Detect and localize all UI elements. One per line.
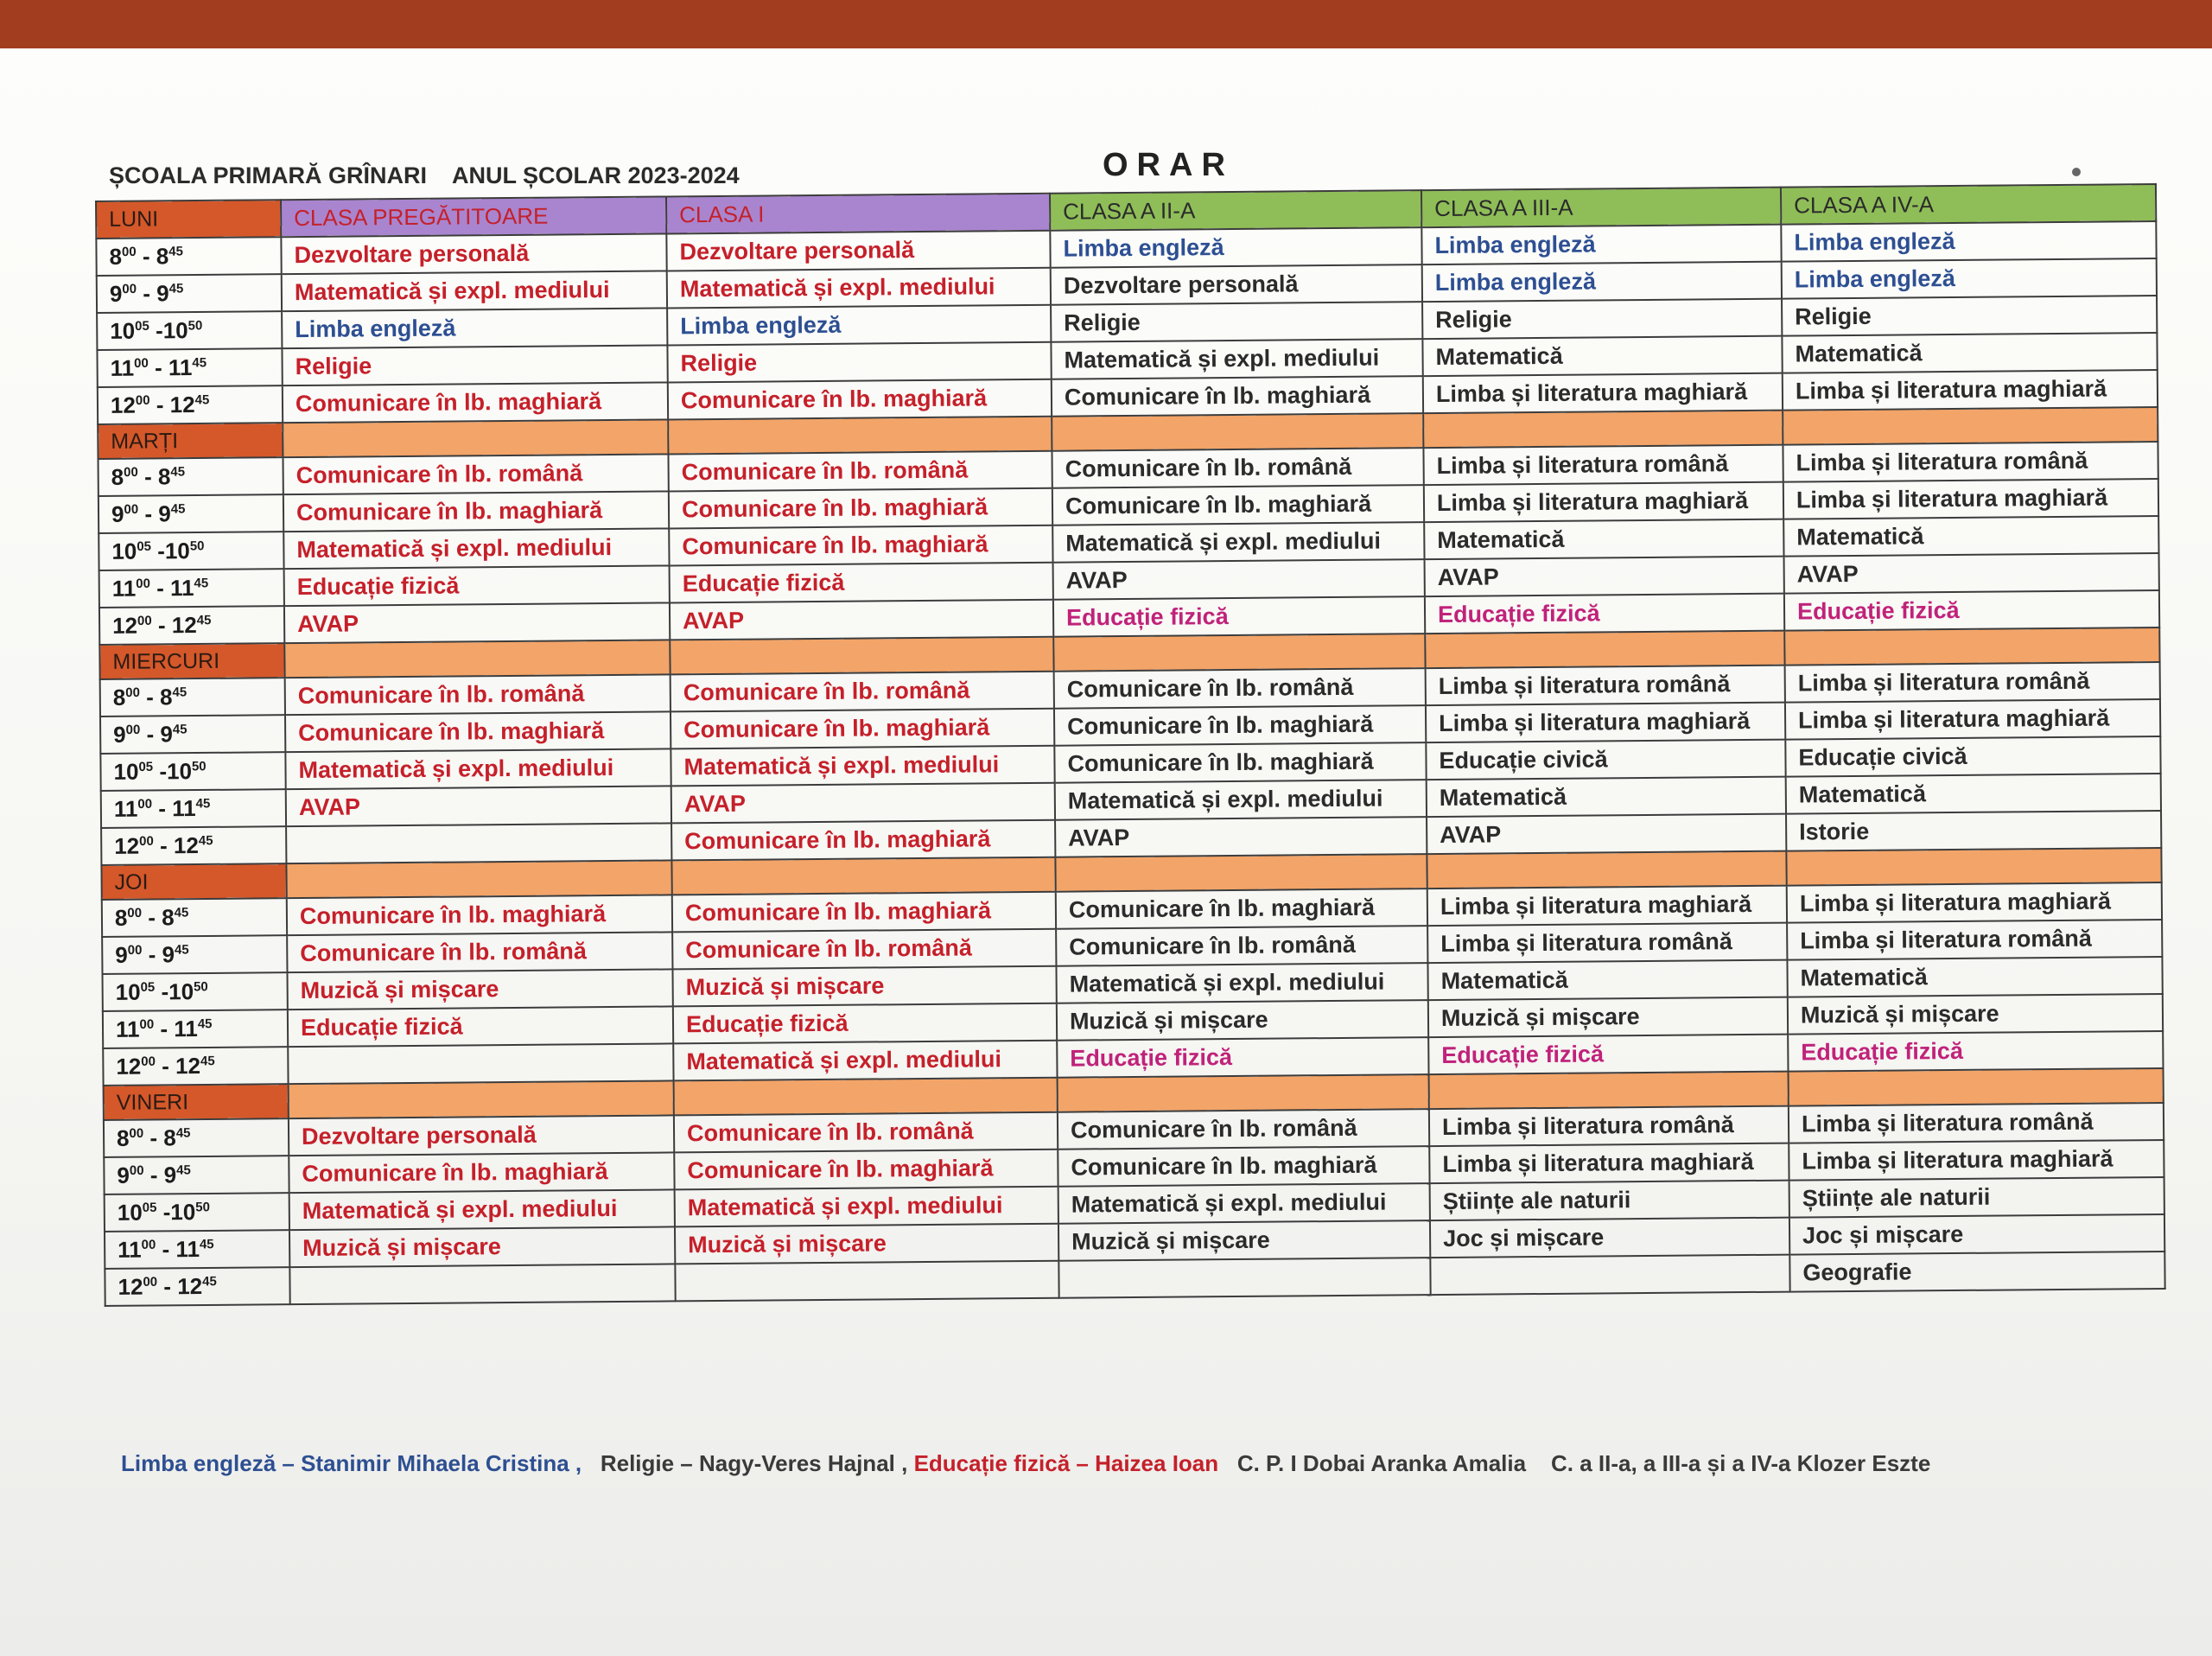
time-minutes: 00 xyxy=(141,1237,156,1252)
lesson-cell: Științe ale naturii xyxy=(1789,1177,2164,1218)
time-minutes: 45 xyxy=(196,613,212,628)
lesson-cell: Limba engleză xyxy=(282,308,667,348)
lesson-cell: Limba și literatura română xyxy=(1787,920,2162,960)
time-hour: 12 xyxy=(110,392,137,418)
lesson-cell: Limba și literatura maghiară xyxy=(1424,482,1783,522)
lesson-cell: Limba și literatura română xyxy=(1426,666,1785,705)
lesson-cell: Comunicare în lb. maghiară xyxy=(672,892,1056,933)
lesson-cell: Matematică și expl. mediului xyxy=(1058,1183,1430,1224)
time-hour: 12 xyxy=(177,1273,203,1300)
lesson-cell: Matematică și expl. mediului xyxy=(283,528,669,569)
day-band-cell xyxy=(1429,1072,1789,1109)
lesson-cell: Religie xyxy=(667,342,1051,383)
lesson-cell: Matematică xyxy=(1422,336,1782,376)
lesson-cell: Educație fizică xyxy=(284,565,670,606)
time-minutes: 45 xyxy=(199,1237,214,1252)
lesson-cell: Limba și literatura maghiară xyxy=(1426,703,1785,742)
time-hour: 10 xyxy=(110,317,136,344)
lesson-cell: Matematică xyxy=(1424,519,1783,559)
lesson-cell: AVAP xyxy=(1053,559,1425,600)
lesson-cell: Comunicare în lb. maghiară xyxy=(669,488,1052,529)
time-hour: 8 xyxy=(162,904,175,931)
day-name: MIERCURI xyxy=(99,643,284,679)
lesson-cell: Dezvoltare personală xyxy=(289,1115,674,1156)
time-minutes: 50 xyxy=(189,538,205,554)
time-hour: 10 xyxy=(113,758,139,785)
day-name: MARȚI xyxy=(98,423,283,459)
time-minutes: 45 xyxy=(194,392,210,408)
lesson-cell: Limba și literatura română xyxy=(1783,442,2158,482)
lesson-cell: Limba și literatura maghiară xyxy=(1783,479,2158,519)
lesson-cell: Joc și mișcare xyxy=(1789,1214,2164,1255)
lesson-cell: Matematică xyxy=(1427,777,1786,817)
time-hour: 9 xyxy=(158,500,171,527)
lesson-cell: Limba engleză xyxy=(1050,227,1421,268)
time-slot: $10^{05}$ $-10^{50}$ xyxy=(99,532,283,570)
time-minutes: 45 xyxy=(195,796,211,812)
time-minutes: 45 xyxy=(172,722,188,737)
time-minutes: 50 xyxy=(195,1200,210,1215)
paper-mark xyxy=(2072,168,2081,176)
time-slot: $9^{00} - 9^{45}$ xyxy=(102,935,287,974)
time-hour: 12 xyxy=(173,832,200,859)
lesson-cell: Istorie xyxy=(1786,811,2161,851)
time-hour: 12 xyxy=(116,1053,142,1080)
day-band-cell xyxy=(1053,634,1425,672)
time-hour: 9 xyxy=(160,721,174,748)
day-band-cell xyxy=(289,1080,674,1118)
time-hour: 9 xyxy=(117,1162,130,1188)
day-band-cell xyxy=(1783,407,2158,445)
time-hour: 10 xyxy=(168,978,194,1005)
lesson-cell: Limba engleză xyxy=(667,305,1051,346)
day-band-cell xyxy=(1786,848,2161,886)
time-minutes: 00 xyxy=(125,722,141,738)
lesson-cell: Muzică și mișcare xyxy=(672,966,1056,1007)
lesson-cell: Limba și literatura română xyxy=(1429,1106,1789,1146)
lesson-cell xyxy=(289,1264,675,1304)
time-minutes: 45 xyxy=(198,833,213,849)
time-slot: $10^{05}$ $-10^{50}$ xyxy=(102,972,287,1011)
time-hour: 8 xyxy=(112,684,126,710)
lesson-cell: AVAP xyxy=(1427,814,1786,854)
lesson-cell: Limba și literatura maghiară xyxy=(1785,699,2160,740)
time-hour: 8 xyxy=(157,463,171,490)
day-band-cell xyxy=(1423,411,1783,448)
lesson-cell: Comunicare în lb. română xyxy=(1052,448,1423,488)
time-minutes: 05 xyxy=(138,759,154,774)
time-slot: $8^{00} - 8^{45}$ xyxy=(102,898,287,937)
day-band-cell xyxy=(1784,627,2159,666)
time-minutes: 05 xyxy=(135,318,149,334)
lesson-cell: Muzică și mișcare xyxy=(675,1224,1058,1264)
lesson-cell xyxy=(675,1261,1058,1302)
time-minutes: 45 xyxy=(168,281,184,296)
time-hour: 11 xyxy=(169,575,194,602)
lesson-cell: Comunicare în lb. maghiară xyxy=(671,820,1055,861)
lesson-cell: Limba și literatura română xyxy=(1785,662,2160,703)
day-name: LUNI xyxy=(96,200,281,239)
lesson-cell: Educație fizică xyxy=(1788,1031,2163,1072)
time-minutes: 00 xyxy=(139,833,154,849)
page-title: ORAR xyxy=(1103,147,1234,183)
class-header: CLASA I xyxy=(666,194,1050,234)
lesson-cell: Educație fizică xyxy=(670,563,1053,603)
time-minutes: 00 xyxy=(134,355,149,371)
timetable-wrapper xyxy=(95,183,2164,1307)
time-hour: 10 xyxy=(164,538,190,564)
lesson-cell: Geografie xyxy=(1789,1252,2164,1292)
day-band-cell xyxy=(674,1078,1058,1116)
lesson-cell: AVAP xyxy=(1784,553,2159,594)
lesson-cell xyxy=(1058,1258,1430,1298)
time-minutes: 05 xyxy=(142,1200,157,1215)
day-band-cell xyxy=(668,417,1052,455)
lesson-cell: Limba și literatura maghiară xyxy=(1423,373,1783,413)
time-minutes: 50 xyxy=(193,979,208,995)
lesson-cell: Muzică și mișcare xyxy=(1788,994,2163,1035)
desk-background xyxy=(0,0,2212,52)
time-minutes: 45 xyxy=(200,1054,215,1069)
time-minutes: 00 xyxy=(139,1016,155,1032)
time-minutes: 45 xyxy=(174,905,189,920)
day-band-cell xyxy=(1789,1068,2164,1106)
lesson-cell: Educație fizică xyxy=(1053,596,1425,637)
time-minutes: 45 xyxy=(170,501,186,517)
lesson-cell: Educație fizică xyxy=(1428,1035,1788,1074)
lesson-cell: Comunicare în lb. română xyxy=(671,672,1054,712)
lesson-cell: AVAP xyxy=(1055,817,1427,857)
lesson-cell: Comunicare în lb. maghiară xyxy=(1054,705,1426,746)
lesson-cell: AVAP xyxy=(671,783,1055,824)
time-minutes: 05 xyxy=(140,979,156,995)
lesson-cell: Comunicare în lb. maghiară xyxy=(1052,485,1424,525)
lesson-cell: Matematică și expl. mediului xyxy=(1056,963,1427,1003)
lesson-cell: Limba engleză xyxy=(1782,258,2157,299)
time-hour: 9 xyxy=(115,941,128,968)
lesson-cell: Matematică și expl. mediului xyxy=(671,746,1054,787)
lesson-cell: Comunicare în lb. română xyxy=(668,451,1052,492)
time-minutes: 45 xyxy=(192,355,207,371)
time-hour: 8 xyxy=(114,904,128,931)
time-minutes: 00 xyxy=(143,1274,158,1290)
lesson-cell: Comunicare în lb. română xyxy=(287,932,672,972)
time-hour: 8 xyxy=(159,684,173,710)
lesson-cell: Limba și literatura maghiară xyxy=(1429,1143,1789,1183)
time-minutes: 45 xyxy=(197,1016,213,1032)
school-name: ȘCOALA PRIMARĂ GRÎNARI xyxy=(109,162,427,188)
lesson-cell: Matematică și expl. mediului xyxy=(1051,339,1422,379)
lesson-cell: Limba și literatura română xyxy=(1789,1103,2164,1143)
time-minutes: 00 xyxy=(135,392,150,408)
lesson-cell: AVAP xyxy=(284,602,670,643)
time-hour: 8 xyxy=(116,1124,130,1151)
footer-cp-teacher: C. P. I Dobai Aranka Amalia xyxy=(1236,1450,1527,1476)
day-band-cell xyxy=(283,419,668,457)
day-band-cell xyxy=(284,640,670,678)
time-hour: 9 xyxy=(156,280,169,307)
lesson-cell: Comunicare în lb. română xyxy=(1056,926,1427,966)
lesson-cell: Muzică și mișcare xyxy=(289,1226,675,1267)
time-hour: 10 xyxy=(166,758,193,785)
time-hour: 12 xyxy=(171,612,197,639)
lesson-cell: Matematică și expl. mediului xyxy=(285,748,671,789)
time-slot: $8^{00} - 8^{45}$ xyxy=(104,1118,289,1157)
lesson-cell: Comunicare în lb. maghiară xyxy=(1058,1146,1429,1187)
footer-religion-teacher: Religie – Nagy-Veres Hajnal , xyxy=(600,1450,908,1476)
lesson-cell: Matematică și expl. mediului xyxy=(673,1041,1057,1081)
lesson-cell: Comunicare în lb. maghiară xyxy=(1052,376,1423,417)
time-minutes: 00 xyxy=(129,1125,144,1142)
time-hour: 10 xyxy=(162,317,188,344)
lesson-cell: Educație fizică xyxy=(673,1003,1057,1044)
time-hour: 9 xyxy=(109,280,123,307)
lesson-cell: Dezvoltare personală xyxy=(281,233,666,274)
lesson-cell: Comunicare în lb. maghiară xyxy=(669,525,1052,566)
time-minutes: 05 xyxy=(137,538,152,554)
time-slot: $8^{00} - 8^{45}$ xyxy=(99,457,283,496)
lesson-cell: Comunicare în lb. română xyxy=(674,1112,1058,1153)
timetable xyxy=(95,183,2166,1307)
time-hour: 12 xyxy=(169,392,195,418)
lesson-cell: Matematică xyxy=(1782,333,2157,373)
lesson-cell: Limba engleză xyxy=(1422,262,1782,302)
time-slot: $11^{00} - 11^{45}$ xyxy=(101,789,286,828)
day-band-cell xyxy=(1058,1074,1429,1112)
lesson-cell: Joc și mișcare xyxy=(1430,1218,1789,1258)
lesson-cell xyxy=(1430,1255,1789,1295)
time-hour: 9 xyxy=(111,500,124,527)
lesson-cell: Comunicare în lb. maghiară xyxy=(283,491,669,532)
time-hour: 9 xyxy=(163,1162,177,1188)
time-minutes: 00 xyxy=(137,796,153,812)
time-minutes: 45 xyxy=(175,1125,191,1141)
time-minutes: 00 xyxy=(137,613,152,628)
lesson-cell: Muzică și mișcare xyxy=(1428,997,1788,1037)
time-hour: 8 xyxy=(111,463,124,490)
time-hour: 10 xyxy=(170,1199,196,1226)
teachers-footer xyxy=(121,1450,1930,1477)
day-band-cell xyxy=(670,637,1053,675)
lesson-cell: Matematică și expl. mediului xyxy=(675,1187,1058,1227)
lesson-cell: Educație civică xyxy=(1426,740,1785,780)
time-hour: 11 xyxy=(118,1236,142,1263)
lesson-cell: Matematică și expl. mediului xyxy=(1052,522,1424,563)
day-band-cell xyxy=(671,857,1055,895)
lesson-cell: AVAP xyxy=(670,600,1053,640)
timetable-body xyxy=(96,184,2165,1306)
time-minutes: 45 xyxy=(170,464,186,480)
time-hour: 12 xyxy=(118,1273,143,1300)
time-slot: $11^{00} - 11^{45}$ xyxy=(105,1230,289,1269)
time-slot: $9^{00} - 9^{45}$ xyxy=(100,715,285,754)
lesson-cell: Comunicare în lb. română xyxy=(672,929,1056,970)
footer-pe-teacher: Educație fizică – Haizea Ioan xyxy=(913,1450,1219,1476)
lesson-cell: Limba engleză xyxy=(1781,221,2156,262)
time-minutes: 00 xyxy=(127,905,143,921)
class-header: CLASA PREGĂTITOARE xyxy=(281,196,666,237)
lesson-cell: Comunicare în lb. maghiară xyxy=(668,379,1052,420)
lesson-cell: AVAP xyxy=(1425,557,1784,596)
lesson-cell: Matematică xyxy=(1787,957,2162,997)
lesson-cell: Religie xyxy=(1051,302,1422,342)
time-minutes: 00 xyxy=(141,1054,156,1069)
time-minutes: 00 xyxy=(124,464,138,481)
time-slot: $11^{00} - 11^{45}$ xyxy=(103,1010,288,1048)
time-minutes: 50 xyxy=(188,318,203,334)
time-hour: 11 xyxy=(111,575,137,602)
lesson-cell: Muzică și mișcare xyxy=(1057,1000,1428,1041)
day-band-cell xyxy=(1427,851,1786,889)
lesson-cell: Limba și literatura maghiară xyxy=(1783,370,2158,411)
time-hour: 8 xyxy=(156,243,169,270)
footer-other-teacher: C. a II-a, a III-a și a IV-a Klozer Eszte xyxy=(1551,1450,1931,1476)
school-year: ANUL ȘCOLAR 2023-2024 xyxy=(452,162,740,188)
lesson-cell: Comunicare în lb. maghiară xyxy=(674,1150,1058,1190)
lesson-cell: Educație civică xyxy=(1785,736,2160,777)
time-hour: 11 xyxy=(113,795,138,822)
lesson-cell: Educație fizică xyxy=(1057,1037,1428,1078)
lesson-cell: Dezvoltare personală xyxy=(666,231,1050,271)
time-minutes: 45 xyxy=(202,1274,217,1290)
time-hour: 10 xyxy=(115,978,141,1005)
lesson-cell: Comunicare în lb. română xyxy=(283,454,668,494)
time-minutes: 45 xyxy=(194,576,209,591)
lesson-cell: Comunicare în lb. română xyxy=(1058,1109,1429,1150)
lesson-cell: Muzică și mișcare xyxy=(1058,1220,1430,1261)
lesson-cell: AVAP xyxy=(286,786,671,826)
lesson-cell: Religie xyxy=(282,345,667,385)
time-hour: 11 xyxy=(110,354,135,381)
lesson-cell: Matematică și expl. mediului xyxy=(282,271,667,311)
lesson-cell: Matematică și expl. mediului xyxy=(1055,780,1427,820)
class-header: CLASA A IV-A xyxy=(1781,184,2156,225)
lesson-cell: Religie xyxy=(1422,299,1782,339)
lesson-cell: Matematică xyxy=(1786,774,2161,814)
time-minutes: 45 xyxy=(176,1162,191,1178)
time-hour: 11 xyxy=(175,1236,200,1263)
day-name: VINERI xyxy=(104,1084,289,1120)
lesson-cell: Matematică și expl. mediului xyxy=(289,1189,675,1230)
time-minutes: 50 xyxy=(191,759,207,774)
time-slot: $10^{05}$ $-10^{50}$ xyxy=(105,1193,289,1232)
time-minutes: 45 xyxy=(172,685,188,700)
class-header: CLASA A III-A xyxy=(1421,188,1781,227)
time-minutes: 00 xyxy=(122,281,137,297)
lesson-cell: Științe ale naturii xyxy=(1430,1181,1789,1220)
day-band-cell xyxy=(1055,854,1427,892)
time-slot: $12^{00} - 12^{45}$ xyxy=(101,826,286,865)
time-slot: $12^{00} - 12^{45}$ xyxy=(105,1267,289,1306)
footer-english-teacher: Limba engleză – Stanimir Mihaela Cristina , xyxy=(121,1450,582,1476)
day-band-cell xyxy=(1425,631,1784,668)
lesson-cell: Comunicare în lb. română xyxy=(285,674,671,715)
time-hour: 11 xyxy=(115,1016,140,1042)
time-minutes: 00 xyxy=(125,685,140,701)
lesson-cell: Matematică și expl. mediului xyxy=(667,268,1051,309)
lesson-cell: Educație fizică xyxy=(1784,590,2159,631)
lesson-cell: Limba și literatura română xyxy=(1423,445,1783,485)
time-minutes: 00 xyxy=(127,942,143,959)
lesson-cell: Educație fizică xyxy=(288,1006,673,1047)
time-slot: $10^{05}$ $-10^{50}$ xyxy=(97,311,282,350)
time-minutes: 00 xyxy=(121,244,137,260)
time-hour: 8 xyxy=(163,1124,176,1151)
time-minutes: 45 xyxy=(168,244,183,259)
time-hour: 10 xyxy=(117,1199,143,1226)
time-hour: 11 xyxy=(168,354,193,381)
lesson-cell: Comunicare în lb. maghiară xyxy=(1056,889,1427,929)
time-slot: $8^{00} - 8^{45}$ xyxy=(100,678,285,717)
time-hour: 10 xyxy=(111,538,137,564)
school-heading xyxy=(109,162,740,189)
lesson-cell: Matematică xyxy=(1783,516,2158,557)
lesson-cell: Comunicare în lb. maghiară xyxy=(287,895,672,935)
time-minutes: 00 xyxy=(129,1162,144,1179)
lesson-cell: Limba și literatura maghiară xyxy=(1787,882,2162,923)
time-slot: $9^{00} - 9^{45}$ xyxy=(99,494,283,533)
time-hour: 12 xyxy=(175,1053,201,1080)
time-hour: 8 xyxy=(109,243,123,270)
time-minutes: 00 xyxy=(124,501,139,518)
time-slot: $12^{00} - 12^{45}$ xyxy=(99,606,284,645)
time-slot: $9^{00} - 9^{45}$ xyxy=(104,1156,289,1194)
lesson-cell: Muzică și mișcare xyxy=(287,969,672,1010)
lesson-cell: Limba și literatura maghiară xyxy=(1427,886,1787,926)
time-minutes: 45 xyxy=(174,942,189,958)
time-hour: 12 xyxy=(114,832,140,859)
lesson-cell: Limba și literatura română xyxy=(1427,923,1787,963)
time-slot: $12^{00} - 12^{45}$ xyxy=(103,1047,288,1086)
time-slot: $11^{00} - 11^{45}$ xyxy=(99,569,284,608)
time-slot: $12^{00} - 12^{45}$ xyxy=(98,385,283,424)
lesson-cell xyxy=(286,823,671,863)
lesson-cell: Comunicare în lb. maghiară xyxy=(289,1152,674,1193)
lesson-cell: Comunicare în lb. maghiară xyxy=(285,711,671,752)
lesson-cell: Comunicare în lb. maghiară xyxy=(283,382,668,423)
time-hour: 11 xyxy=(172,795,196,822)
day-band-cell xyxy=(1052,413,1423,451)
day-band-cell xyxy=(286,860,671,898)
time-hour: 9 xyxy=(162,941,175,968)
time-hour: 9 xyxy=(113,721,126,748)
time-hour: 11 xyxy=(174,1016,198,1042)
class-header: CLASA A II-A xyxy=(1050,190,1421,231)
time-minutes: 00 xyxy=(136,576,150,591)
lesson-cell: Dezvoltare personală xyxy=(1051,264,1422,305)
time-slot: $10^{05}$ $-10^{50}$ xyxy=(100,752,285,791)
lesson-cell xyxy=(288,1043,673,1084)
lesson-cell: Matematică xyxy=(1427,960,1787,1000)
day-name: JOI xyxy=(101,863,286,900)
time-slot: $8^{00} - 8^{45}$ xyxy=(96,237,281,276)
lesson-cell: Educație fizică xyxy=(1425,594,1784,634)
time-hour: 12 xyxy=(111,612,138,639)
lesson-cell: Limba și literatura maghiară xyxy=(1789,1140,2164,1181)
time-slot: $11^{00} - 11^{45}$ xyxy=(97,348,282,387)
lesson-cell: Religie xyxy=(1782,296,2157,336)
time-slot: $9^{00} - 9^{45}$ xyxy=(97,274,282,313)
lesson-cell: Comunicare în lb. maghiară xyxy=(1054,742,1426,783)
lesson-cell: Comunicare în lb. maghiară xyxy=(671,709,1054,749)
lesson-cell: Comunicare în lb. română xyxy=(1054,668,1426,709)
lesson-cell: Limba engleză xyxy=(1421,225,1781,264)
